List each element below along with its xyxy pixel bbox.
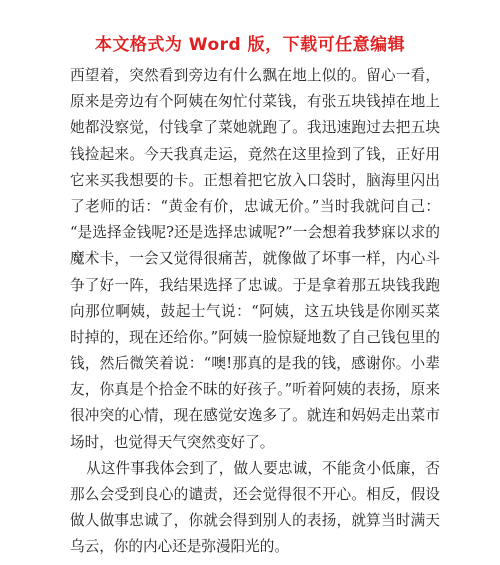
text-line: 西望着，突然看到旁边有什么飘在地上似的。留心一看，	[70, 67, 440, 84]
text-line: 做人做事忠诚了，你就会得到别人的表扬，就算当时满天	[70, 512, 440, 530]
text-line: 钱，然后微笑着说：“噢!那真的是我的钱，感谢你。小辈	[70, 355, 440, 373]
text-line: 争了好一阵，我结果选择了忠诚。于是拿着那五块钱我跑	[70, 276, 440, 294]
page-bottom-fade	[0, 555, 500, 565]
text-line: 那么会受到良心的谴责，还会觉得很不开心。相反，假设	[70, 486, 440, 503]
text-line: 向那位啊姨，鼓起士气说：“阿姨，这五块钱是你刚买菜	[70, 302, 440, 320]
text-line: 她都没察觉，付钱拿了菜她就跑了。我迅速跑过去把五块	[70, 119, 440, 137]
text-line: 钱捡起来。今天我真走运，竟然在这里捡到了钱，正好用	[70, 145, 440, 163]
text-line: 原来是旁边有个阿姨在匆忙付菜钱，有张五块钱掉在地上	[70, 93, 440, 111]
download-banner: 本文格式为 Word 版，下载可任意编辑	[94, 35, 406, 55]
text-line: 乌云，你的内心还是弥漫阳光的。	[70, 538, 289, 556]
text-line: 从这件事我体会到了，做人要忠诚，不能贪小低廉，否	[86, 459, 440, 477]
text-line: 魔术卡，一会又觉得很痛苦，就像做了坏事一样，内心斗	[70, 250, 440, 268]
text-line: “是选择金钱呢?还是选择忠诚呢?”一会想着我梦寐以求的	[70, 224, 440, 242]
paragraph-1	[70, 63, 440, 456]
text-line: 友，你真是个拾金不昧的好孩子。”听着阿姨的表扬，原来	[70, 381, 440, 399]
text-line: 时掉的，现在还给你。”阿姨一脸惊疑地数了自己钱包里的	[70, 328, 440, 346]
text-line: 场时，也觉得天气突然变好了。	[70, 433, 275, 451]
essay-body	[70, 63, 440, 561]
text-line: 了老师的话：“黄金有价，忠诚无价。”当时我就问自己：	[70, 197, 440, 215]
text-line: 它来买我想要的卡。正想着把它放入口袋时，脑海里闪出	[70, 171, 440, 189]
text-line: 很冲突的心情，现在感觉安逸多了。就连和妈妈走出菜市	[70, 407, 440, 425]
paragraph-2	[70, 456, 440, 561]
